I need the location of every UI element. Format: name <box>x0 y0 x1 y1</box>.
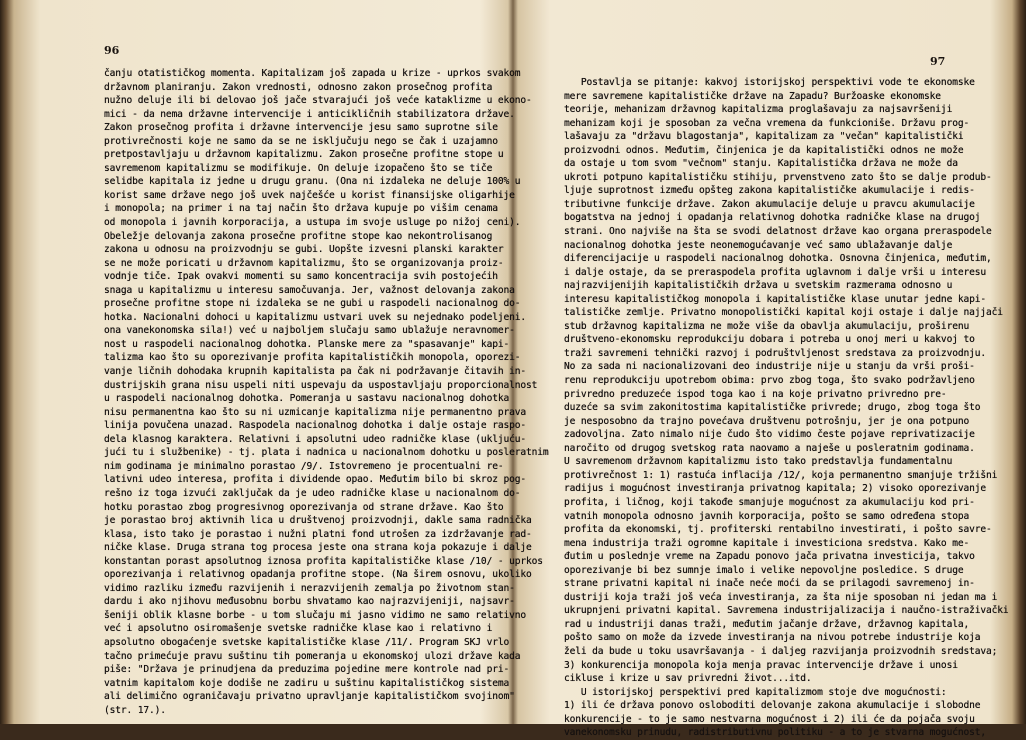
text-line: mena industrija traži ogromne kapitale i investiciona sredstva. Kako me- <box>564 537 970 549</box>
text-line: hotku porastao zbog progresivnog oporezivanja od strane države. Kao što <box>104 501 504 513</box>
text-line: dardu i ako njihovu međusobnu borbu shvatamo kao najrazvijeniji, najsavr- <box>104 596 515 608</box>
text-line: najrazvijenijih kapitalističkih država u svetskim razmerama odnosno u <box>564 280 953 292</box>
text-line: traži savremeni tehnički razvoj i podruštvljenost sredstava za proizvodnju. <box>564 347 986 359</box>
text-line: u raspodeli nacionalnog dohotka. Pomeranja u sastavu nacionalnog dohotka <box>104 393 510 405</box>
text-line: selidbe kapitala iz jedne u drugu granu. (Ona ni izdaleka ne deluje 100% u <box>104 176 521 188</box>
text-line: bogatstva na jednoj i opadanja relativnog dohotka radničke klase na drugoj <box>564 212 981 224</box>
text-line: lašavaju za "državu blagostanja", kapitalizam za "večan" kapitalistički <box>564 131 964 143</box>
page-number-left: 96 <box>104 44 120 57</box>
text-line: i dalje ostaje, da se preraspodela profita uglavnom i dalje vrši u interesu <box>564 266 986 278</box>
text-line: prosečne profitne stope ni izdaleka se ne gubi u raspodeli nacionalnog do- <box>104 298 521 310</box>
text-line: profita da ekonomski, tj. profiterski rentabilno investirati, i pošto savre- <box>564 524 992 536</box>
text-line: vodnje tiče. Ipak ovakvi momenti su samo koncentracija svih postojećih <box>104 271 498 283</box>
text-line: talističke zemlje. Privatno monopolistički kapital koji ostaje i dalje najjači <box>564 307 1003 319</box>
text-line: pošto samo on može da izvede investiranja na nivou potrebe industrije koja <box>564 632 981 644</box>
page-number-right: 97 <box>930 55 946 68</box>
text-line: 3) konkurencija monopola koja menja pravac intervencije države i unosi <box>564 659 958 671</box>
text-line: vanekonomsku prinudu, radistributivnu politiku - a to je stvarna mogućnost, <box>564 727 986 739</box>
text-line: tributivne funkcije države. Zakon akumulacije deluje u pravcu akumulacije <box>564 198 975 210</box>
text-line: konstantan porast apsolutnog iznosa profita kapitalističke klase /10/ - uprkos <box>104 555 543 567</box>
text-line: apsolutno obogaćenje svetske kapitalističke klase /11/. Program SKJ vrlo <box>104 636 510 648</box>
text-line: je nesposobno da trajno povećava društvenu potrošnju, jer je ona potpuno <box>564 415 970 427</box>
text-line: dustriji koja traži još veća investiranja, za šta nije sposoban ni jedan ma i <box>564 591 998 603</box>
text-line: savremenom kapitalizmu se modifikuje. On deluje izopačeno što se tiče <box>104 162 493 174</box>
text-line: (str. 17.). <box>104 704 166 716</box>
text-line: U savremenom državnom kapitalizmu isto tako predstavlja fundamentalnu <box>564 456 953 468</box>
text-line: rad u industriji danas traži, međutim jačanje države, državnog kapitala, <box>564 618 970 630</box>
text-line: zakona u odnosu na proizvodnju se gubi. Uopšte izvesni planski karakter <box>104 244 504 256</box>
text-line: profita, i ličnog, koji takođe smanjuje mogućnost za akumulaciju kod pri- <box>564 496 975 508</box>
text-line: linija povučena unazad. Raspodela nacionalnog dohotka i dalje ostaje raspo- <box>104 420 526 432</box>
text-line: dela klasnog karaktera. Relativni i apsolutni udeo radničke klase (ukljuću- <box>104 433 526 445</box>
text-line: 1) ili će država ponovo osloboditi delovanje zakona akumulacije i slobodne <box>564 700 981 712</box>
text-line: lativni udeo interesa, profita i dividende opao. Međutim bilo bi skroz pog- <box>104 474 526 486</box>
text-line: već i apsolutno osiromašenje svetske radničke klase kao i relativno i <box>104 623 493 635</box>
text-line: nužno deluje ili bi delovao još jače stvarajući još veće kataklizme u ekono- <box>104 95 532 107</box>
text-line: protivrečnosti koje ne samo da se ne isključuju nego se čak i uzajamno <box>104 135 498 147</box>
text-line: ali delimično ograničavaju privatno upravljanje kapitalističkom svojinom" <box>104 691 515 703</box>
text-line: vatnih monopola odnosno javnih korporacija, pošto se samo određena stopa <box>564 510 970 522</box>
text-line: diferencijacije u raspodeli nacionalnog dohotka. Osnovna činjenica, međutim, <box>564 253 992 265</box>
text-line: vanje ličnih dohodaka krupnih kapitalista pa čak ni podržavanje čitavih in- <box>104 366 526 378</box>
right-page <box>514 0 1026 739</box>
text-line: ljuje suprotnost između opšteg zakona kapitalističke akumulacije i redis- <box>564 185 975 197</box>
text-line: proizvodni odnos. Međutim, činjenica je da kapitalistički odnos ne može <box>564 144 964 156</box>
text-line: dustrijskih grana nisu uspeli niti uspevaju da uspostavljaju proporcionalnost <box>104 379 538 391</box>
text-line: od monopola i javnih korporacija, a ustupa im svoje usluge po nižoj ceni). <box>104 217 521 229</box>
text-line: ukrupnjeni privatni kapital. Savremena industrijalizacija i naučno-istraživački <box>564 605 1009 617</box>
text-line: radijus i mogućnost investiranja privatnog kapitala; 2) visoko oporezivanje <box>564 483 986 495</box>
text-line: nim godinama je minimalno porastao /9/. Istovremeno je procentualni re- <box>104 460 504 472</box>
text-line: No za sada ni nacionalizovani deo industrije nije u stanju da vrši proši- <box>564 361 975 373</box>
text-line: đutim u poslednje vreme na Zapadu ponovo jača privatna investicija, takvo <box>564 551 975 563</box>
text-line: želi da bude u toku usavršavanja - i daljeg razvijanja proizvodnih sredstava; <box>564 645 998 657</box>
text-line: zadovoljna. Zato nimalo nije čudo što vidimo česte pojave reprivatizacije <box>564 429 975 441</box>
text-line: mere savremene kapitalističke države na Zapadu? Buržoaske ekonomske <box>564 90 941 102</box>
text-line: ničke klase. Druga strana tog procesa jeste ona strana koja pokazuje i dalje <box>104 542 532 554</box>
text-line: naročito od drugog svetskog rata naovamo a naješe u posleratnim godinama. <box>564 442 975 454</box>
text-line: oporezivanje bi bez sumnje imalo i velike nepovoljne posledice. S druge <box>564 564 964 576</box>
text-line: državnom planiranju. Zakon vrednosti, odnosno zakon prosečnog profita <box>104 81 493 93</box>
text-line: konkurencije - to je samo nestvarna mogućnost i 2) ili će da pojača svoju <box>564 713 975 725</box>
text-line: mehanizam koji je sposoban za večna vremena da funkcioniše. Državu prog- <box>564 117 970 129</box>
text-line: da ostaje u tom svom "večnom" stanju. Kapitalistička država ne može da <box>564 158 958 170</box>
text-line: cikluse i krize u sav privredni život...itd. <box>564 673 812 685</box>
text-line: teorije, mehanizam državnog kapitalizma proglašavaju za najsavršeniji <box>564 104 953 116</box>
text-line: šeniji oblik klasne borbe - u tom slučaju mi jasno vidimo ne samo relativno <box>104 609 526 621</box>
text-line: jući tu i službenike) - tj. plata i nadnica u nacionalnom dohotku u posleratnim <box>104 447 549 459</box>
text-line: pretpostavljaju u državnom kapitalizmu. Zakon prosečne profitne stope u <box>104 149 504 161</box>
text-line: mici - da nema državne intervencije i anticikličnih stabilizatora države. <box>104 108 515 120</box>
text-line: renu reprodukciju upotrebom obima: prvo zbog toga, što svako podržavljeno <box>564 375 975 387</box>
text-line: nisu permanentna kao što su ni uzmicanje kapitalizma nije permanentno prava <box>104 406 526 418</box>
text-line: piše: "Država je prinudjena da preduzima pojedine mere kontrole nad pri- <box>104 664 510 676</box>
text-line: tačno primećuje pravu suštinu tih pomeranja u ekonomskoj ulozi države kada <box>104 650 521 662</box>
text-line: Obeležje delovanja zakona prosečne profitne stope kao nekontrolisanog <box>104 230 493 242</box>
text-line: klasa, isto tako je porastao i nužni platni fond utrošen za izdržavanje rad- <box>104 528 532 540</box>
text-line: privredno preduzeće ispod toga kao i na koje privatno privredno pre- <box>564 388 947 400</box>
text-line: strani. Ono najviše na šta se svodi delatnost države kao organa preraspodele <box>564 226 992 238</box>
text-line: je porastao broj aktivnih lica u društvenoj proizvodnji, dakle sama radnička <box>104 515 532 527</box>
text-line: čanju otatističkog momenta. Kapitalizam još zapada u krize - uprkos svakom <box>104 68 521 79</box>
text-line: vatnim kapitalom koje dodiše ne zadiru u suštinu kapitalističkog sistema <box>104 677 510 689</box>
text-line: ona vanekonomska sila!) već u najboljem slučaju samo ublažuje neravnomer- <box>104 325 515 337</box>
text-line: talizma kao što su oporezivanje profita kapitalističkih monopola, oporezi- <box>104 352 521 364</box>
text-line: protivrečnost 1: 1) rastuća inflacija /12/, koja permanentno smanjuje tržišni <box>564 469 998 481</box>
text-line: interesu kapitalističkog monopola i kapitalističke klase unutar jedne kapi- <box>564 293 986 305</box>
text-line: i monopola; na primer i na taj način što država kupuje po višim cenama <box>104 203 498 215</box>
text-line: vidimo razliku između razvijenih i nerazvijenih zemalja po životnom stan- <box>104 582 515 594</box>
text-line: se ne može poricati u državnom kapitalizmu, što se organizovanja proiz- <box>104 257 504 269</box>
text-line: stub državnog kapitalizma ne može više da obavlja akumulaciju, proširenu <box>564 320 970 332</box>
text-line: nost u raspodeli nacionalnog dohotka. Planske mere za "spasavanje" kapi- <box>104 338 510 350</box>
text-line: U istorijskoj perspektivi pred kapitalizmom stoje dve mogućnosti: <box>564 686 947 698</box>
text-line: strane privatni kapital ni inače neće moći da se prilagodi savremenoj in- <box>564 578 975 590</box>
text-line: snaga u kapitalizmu u interesu samočuvanja. Jer, važnost delovanja zakona <box>104 284 515 296</box>
text-line: korist same države nego još uvek najčešće u korist finansijske oligarhije <box>104 189 515 201</box>
text-line: hotka. Nacionalni dohoci u kapitalizmu ustvari uvek su nejednako podeljeni. <box>104 311 526 323</box>
text-line: Zakon prosečnog profita i državne intervencije jesu samo suprotne sile <box>104 122 498 134</box>
text-line: oporezivanja i relativnog opadanja profitne stope. (Na širem osnovu, ukoliko <box>104 569 532 581</box>
text-line: nacionalnog dohotka jeste neonemogućavanje već samo ublažavanje dalje <box>564 239 953 251</box>
text-line: rešno iz toga izvući zaključak da je udeo radničke klase u nacionalnom do- <box>104 487 521 499</box>
right-page-body <box>564 76 1008 740</box>
text-line: Postavlja se pitanje: kakvoj istorijskoj perspektivi vode te ekonomske <box>564 77 975 88</box>
text-line: duzeće sa svim zakonitostima kapitalističke privrede; drugo, zbog toga što <box>564 402 981 414</box>
text-line: ukroti potpuno kapitalističku stihiju, prvenstveno zato što se dalje produb- <box>564 171 992 183</box>
left-page-body <box>104 67 548 717</box>
text-line: društveno-ekonomsku reprodukciju dobara i potreba u onoj meri u kakvoj to <box>564 334 975 346</box>
